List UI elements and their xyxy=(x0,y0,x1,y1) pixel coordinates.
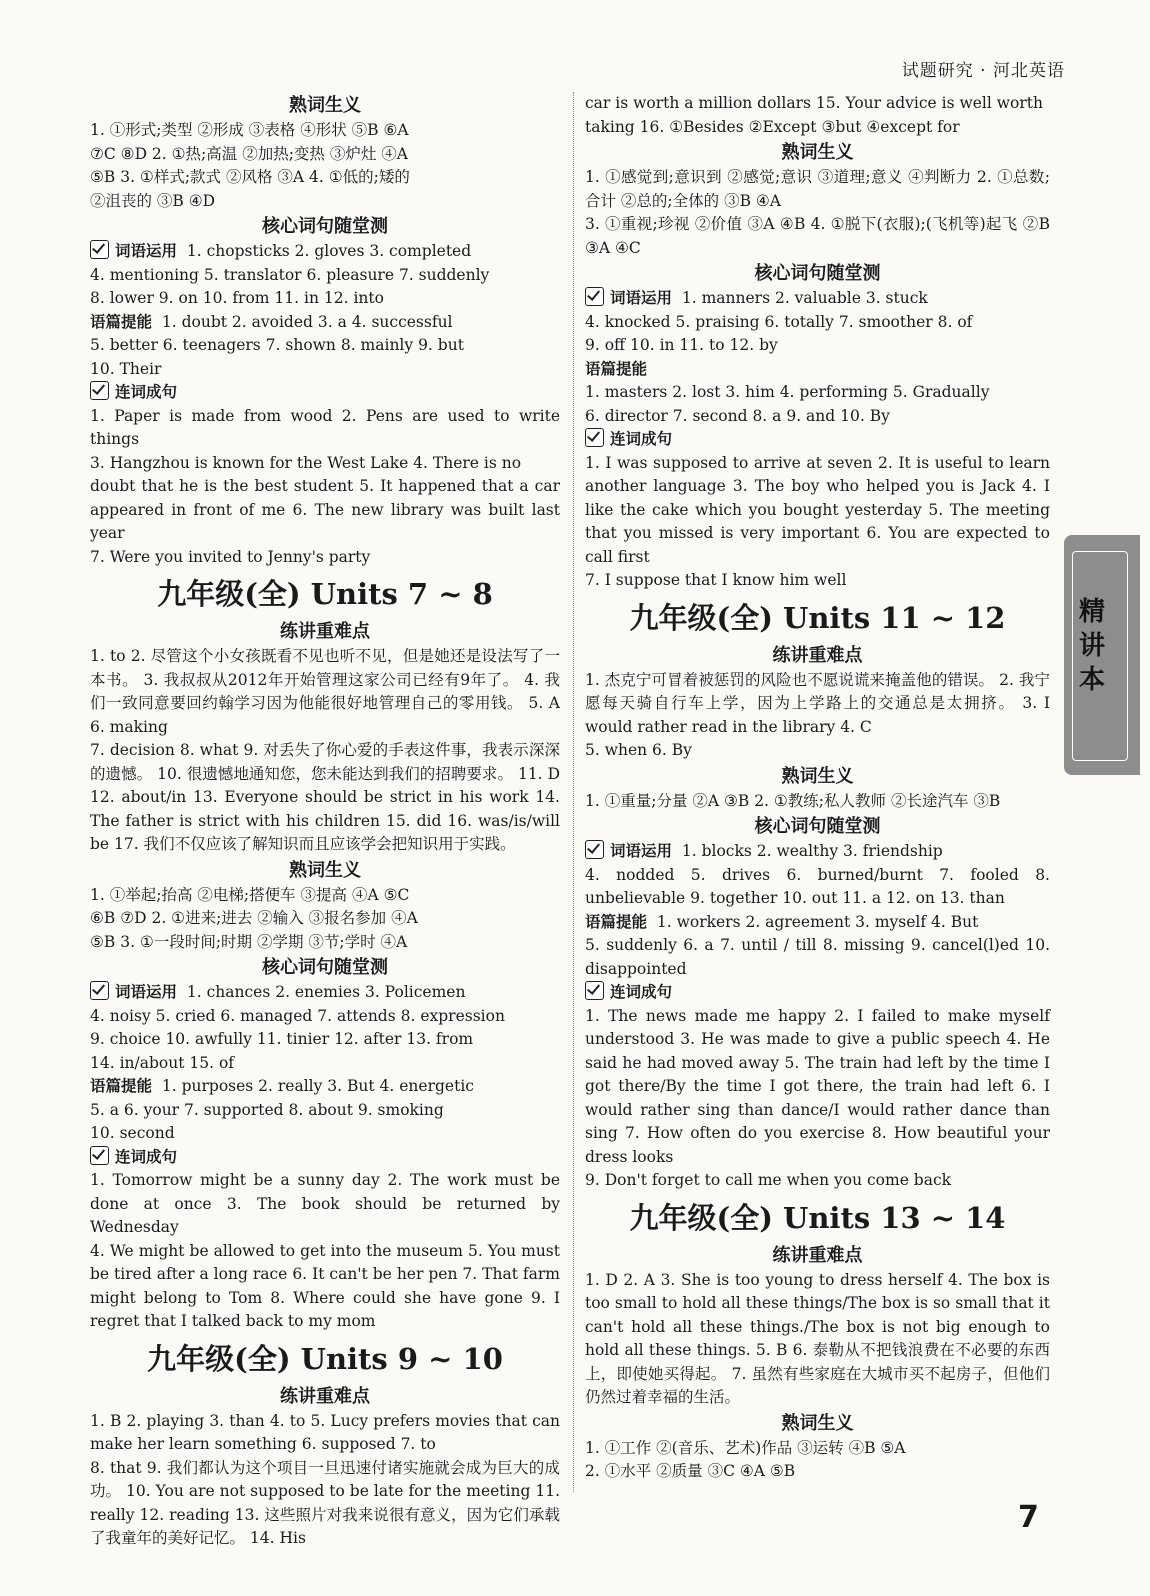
answer-line: 1. 杰克宁可冒着被惩罚的风险也不愿说谎来掩盖他的错误。 2. 我宁愿每天骑自行车上学，因为上学路上的交通总是太拥挤。 3. I would rather read in the library 4. C xyxy=(585,670,1050,736)
answer-line: 4. knocked 5. praising 6. totally 7. smoother 8. of xyxy=(585,312,973,331)
section-title: 练讲重难点 xyxy=(280,621,370,642)
side-tab xyxy=(1064,535,1140,775)
right-column xyxy=(585,92,1050,1484)
answer-line: 语篇提能 1. doubt 2. avoided 3. a 4. successful xyxy=(90,312,453,331)
page-number: 7 xyxy=(1018,1500,1039,1535)
answer-line: 1. B 2. playing 3. than 4. to 5. Lucy prefers movies that can make her learn something 6. supposed 7. to xyxy=(90,1411,560,1453)
subsection-label: 语篇提能 xyxy=(585,912,648,931)
answer-line: 1. ①重量;分量 ②A ③B 2. ①教练;私人教师 ②长途汽车 ③B xyxy=(585,791,1001,810)
answer-line: 8. that 9. 我们都认为这个项目一旦迅速付诸实施就会成为巨大的成功。 10. You are not supposed to be late for the meeting 11. really 12. reading 13. 这些照片对我来说很有意义，因为它们承载了我童年的美好记忆。 14. His xyxy=(90,1458,560,1547)
answer-line: 6. director 7. second 8. a 9. and 10. By xyxy=(585,406,890,425)
section-title: 熟词生义 xyxy=(289,859,361,881)
checkbox-icon xyxy=(585,840,604,859)
subsection-label: 连词成句 xyxy=(115,383,178,401)
answer-line: 7. decision 8. what 9. 对丢失了你心爱的手表这件事，我表示深深的遗憾。 10. 很遗憾地通知您，您未能达到我们的招聘要求。 11. D 12. about/in 13. Everyone should be strict in his work 14. The father is strict with his children 15. did 16. was/is/will be 17. 我们不仅应该了解知识而且应该学会把知识用于实践。 xyxy=(90,741,560,853)
answer-line xyxy=(90,381,560,405)
subsection-label: 语篇提能 xyxy=(585,359,648,378)
checkbox-icon xyxy=(90,1146,109,1165)
checkbox-icon xyxy=(90,240,109,259)
answer-line: 1. to 2. 尽管这个小女孩既看不见也听不见，但是她还是设法写了一本书。 3. 我叔叔从2012年开始管理这家公司已经有9年了。 4. 我们一致同意要回约翰学习因为他能很好地管理自己的零用钱。 5. A 6. making xyxy=(90,647,560,736)
answer-line: taking 16. ①Besides ②Except ③but ④except for xyxy=(585,117,960,136)
checkbox-icon xyxy=(90,981,109,1000)
answer-line: 1. Tomorrow might be a sunny day 2. The work must be done at once 3. The book should be returned by Wednesday xyxy=(90,1171,560,1236)
section-title: 练讲重难点 xyxy=(772,1244,863,1266)
page-header: 试题研究 · 河北英语 xyxy=(901,61,1065,81)
column-divider xyxy=(573,92,574,1492)
answer-line: 14. in/about 15. of xyxy=(90,1053,235,1072)
answer-line: 10. Their xyxy=(90,359,162,378)
answer-line: 7. Were you invited to Jenny's party xyxy=(90,547,371,566)
answer-line: 5. when 6. By xyxy=(585,741,692,759)
answer-line: car is worth a million dollars 15. Your advice is well worth xyxy=(585,94,1043,112)
left-column xyxy=(90,92,560,1551)
answer-line: 4. nodded 5. drives 6. burned/burnt 7. fooled 8. unbelievable 9. together 10. out 11. a 12. on 13. than xyxy=(585,865,1050,907)
answer-line: 词语运用 1. chances 2. enemies 3. Policemen xyxy=(90,981,560,1005)
unit-title: 九年级(全) Units 13 ~ 14 xyxy=(629,1200,1006,1235)
subsection-label: 语篇提能 xyxy=(90,312,153,331)
section-title: 核心词句随堂测 xyxy=(262,957,388,978)
answer-line: 5. better 6. teenagers 7. shown 8. mainly 9. but xyxy=(90,336,464,354)
side-tab-label: 精讲本 xyxy=(1078,597,1105,695)
answer-line: 8. lower 9. on 10. from 11. in 12. into xyxy=(90,289,384,307)
answer-line: ⑤B 3. ①一段时间;时期 ②学期 ③节;学时 ④A xyxy=(90,932,408,951)
subsection-label: 词语运用 xyxy=(115,242,178,260)
answer-line xyxy=(585,358,1050,382)
answer-line: ⑦C ⑧D 2. ①热;高温 ②加热;变热 ③炉灶 ④A xyxy=(90,144,408,163)
section-title: 核心词句随堂测 xyxy=(754,263,881,284)
answer-line: 1. ①感觉到;意识到 ②感觉;意识 ③道理;意义 ④判断力 2. ①总数;合计 ②总的;全体的 ③B ④A xyxy=(585,168,1050,210)
answer-line: 7. I suppose that I know him well xyxy=(585,571,847,589)
answer-line xyxy=(585,981,1050,1005)
subsection-label: 词语运用 xyxy=(115,983,178,1001)
unit-title: 九年级(全) Units 7 ~ 8 xyxy=(157,577,493,611)
subsection-label: 连词成句 xyxy=(610,430,673,448)
answer-line: 1. I was supposed to arrive at seven 2. It is useful to learn another language 3. The boy who helped you is Jack 4. I like the cake which you bought yesterday 5. The meeting that you missed is very important 6. You are expected to call first xyxy=(585,453,1050,566)
answer-line: 1. The news made me happy 2. I failed to make myself understood 3. He was made to give a public speech 4. He said he had moved away 5. The train had left by the time I got there/By the time I got there, the train had left 6. I would rather sing than dance/I would rather dance than sing 7. How often do you exercise 8. How beautiful your dress looks xyxy=(585,1006,1050,1166)
answer-line: 5. a 6. your 7. supported 8. about 9. smoking xyxy=(90,1100,444,1119)
section-title: 熟词生义 xyxy=(781,1412,854,1434)
section-title: 练讲重难点 xyxy=(280,1385,370,1407)
unit-title: 九年级(全) Units 11 ~ 12 xyxy=(629,600,1006,635)
answer-line: 1. D 2. A 3. She is too young to dress herself 4. The box is too small to hold all these things/The box is so small that it can't hold all these things./The box is not big enough to hold all these things. 5. B 6. 泰勒从不把钱浪费在不必要的东西上，即使她买得起。 7. 虽然有些家庭在大城市买不起房子，但他们仍然过着幸福的生活。 xyxy=(585,1270,1050,1406)
answer-line: 9. Don't forget to call me when you come back xyxy=(585,1171,952,1189)
answer-line xyxy=(585,428,1050,452)
answer-line: 9. choice 10. awfully 11. tinier 12. after 13. from xyxy=(90,1030,474,1048)
answer-line: 1. masters 2. lost 3. him 4. performing 5. Gradually xyxy=(585,383,990,401)
answer-line: 词语运用 1. blocks 2. wealthy 3. friendship xyxy=(585,840,1050,864)
subsection-label: 词语运用 xyxy=(610,289,673,307)
answer-line: 3. ①重视;珍视 ②价值 ③A ④B 4. ①脱下(衣服);(飞机等)起飞 ②B ③A ④C xyxy=(585,215,1050,257)
answer-line: 2. ①水平 ②质量 ③C ④A ⑤B xyxy=(585,1462,796,1480)
section-title: 熟词生义 xyxy=(781,765,854,787)
answer-line: 10. second xyxy=(90,1124,175,1142)
checkbox-icon xyxy=(585,287,604,306)
checkbox-icon xyxy=(90,381,109,400)
answer-line: 1. Paper is made from wood 2. Pens are used to write things xyxy=(90,406,560,448)
answer-line: 词语运用 1. manners 2. valuable 3. stuck xyxy=(585,287,1050,311)
answer-line: 3. Hangzhou is known for the West Lake 4. There is no xyxy=(90,453,522,472)
answer-line: 语篇提能 1. workers 2. agreement 3. myself 4. But xyxy=(585,912,979,931)
answer-line: 4. mentioning 5. translator 6. pleasure 7. suddenly xyxy=(90,265,490,284)
answer-line: 词语运用 1. chopsticks 2. gloves 3. completed xyxy=(90,240,560,264)
section-title: 练讲重难点 xyxy=(772,644,863,666)
answer-line: ⑥B ⑦D 2. ①进来;进去 ②输入 ③报名参加 ④A xyxy=(90,909,418,927)
answer-line: 1. ①工作 ②(音乐、艺术)作品 ③运转 ④B ⑤A xyxy=(585,1438,906,1457)
subsection-label: 连词成句 xyxy=(115,1147,178,1166)
section-title: 核心词句随堂测 xyxy=(262,216,388,237)
section-title: 核心词句随堂测 xyxy=(754,816,881,837)
section-title: 熟词生义 xyxy=(289,95,361,116)
answer-line: 9. off 10. in 11. to 12. by xyxy=(585,336,778,354)
answer-line: doubt that he is the best student 5. It happened that a car appeared in front of me 6. The new library was built last year xyxy=(90,477,560,542)
answer-line: 1. ①举起;抬高 ②电梯;搭便车 ③提高 ④A ⑤C xyxy=(90,885,410,904)
answer-line: ②沮丧的 ③B ④D xyxy=(90,191,216,210)
answer-line: 4. We might be allowed to get into the museum 5. You must be tired after a long race 6. It can't be her pen 7. That farm might belong to Tom 8. Where could she have gone 9. I regret that I talked back to my mom xyxy=(90,1241,560,1330)
answer-line: 语篇提能 1. purposes 2. really 3. But 4. energetic xyxy=(90,1077,474,1095)
answer-line: 4. noisy 5. cried 6. managed 7. attends 8. expression xyxy=(90,1006,505,1025)
answer-line: ⑤B 3. ①样式;款式 ②风格 ③A 4. ①低的;矮的 xyxy=(90,168,410,186)
subsection-label: 词语运用 xyxy=(610,842,673,860)
unit-title: 九年级(全) Units 9 ~ 10 xyxy=(147,1341,503,1376)
subsection-label: 连词成句 xyxy=(610,983,673,1001)
section-title: 熟词生义 xyxy=(781,142,854,163)
subsection-label: 语篇提能 xyxy=(90,1077,153,1095)
answer-line: 5. suddenly 6. a 7. until / till 8. missing 9. cancel(l)ed 10. disappointed xyxy=(585,936,1050,978)
answer-line xyxy=(90,1146,560,1170)
answer-line: 1. ①形式;类型 ②形成 ③表格 ④形状 ⑤B ⑥A xyxy=(90,121,409,139)
checkbox-icon xyxy=(585,981,604,1000)
checkbox-icon xyxy=(585,428,604,447)
